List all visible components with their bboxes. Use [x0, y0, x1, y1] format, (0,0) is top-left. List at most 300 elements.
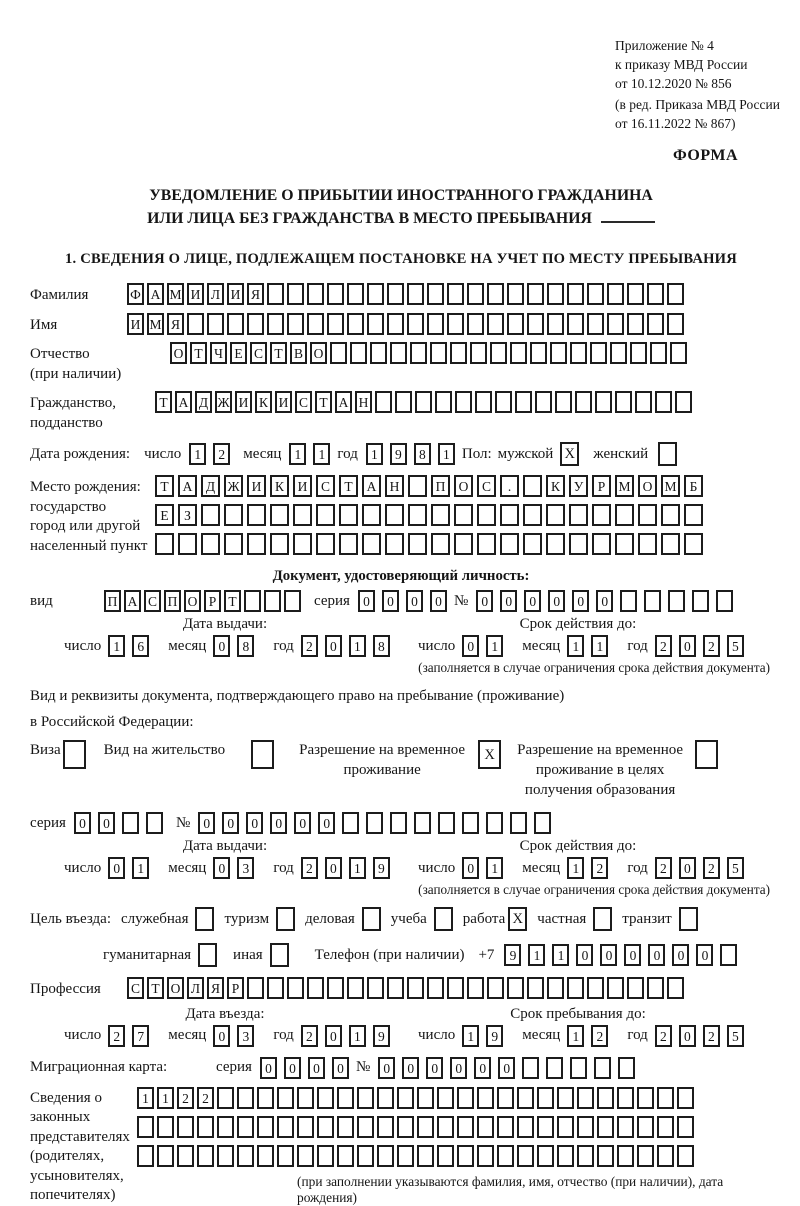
char-cell: А [335, 391, 352, 413]
char-cell: 1 [567, 1025, 584, 1047]
char-cell [257, 1116, 274, 1138]
char-cell [385, 533, 404, 555]
char-cell [367, 313, 384, 335]
char-cell [610, 342, 627, 364]
char-cell: 2 [301, 1025, 318, 1047]
entry-issue-line [64, 1025, 386, 1047]
char-cell [330, 342, 347, 364]
given-name-label: Имя [30, 316, 58, 333]
char-cell [293, 504, 312, 526]
char-cell: Л [207, 283, 224, 305]
purpose-humanitarian-checkbox [198, 943, 217, 967]
residence-valid-day-cells [462, 857, 510, 879]
char-cell [327, 977, 344, 999]
char-cell [692, 590, 709, 612]
identity-valid-day-label: число [418, 637, 456, 654]
char-cell [635, 391, 652, 413]
identity-issue-heading: Дата выдачи: [182, 616, 268, 632]
entry-issue-heading: Дата въезда: [185, 1005, 265, 1022]
char-cell [517, 1087, 534, 1109]
char-cell [667, 313, 684, 335]
char-cell [620, 590, 637, 612]
char-cell [618, 1057, 635, 1079]
char-cell: 1 [567, 857, 584, 879]
char-cell [224, 504, 243, 526]
char-cell [495, 391, 512, 413]
char-cell [362, 504, 381, 526]
identity-issue-line [64, 635, 386, 657]
char-cell: 5 [727, 857, 744, 879]
purpose-humanitarian [103, 943, 217, 967]
char-cell [500, 533, 519, 555]
char-cell: 3 [237, 857, 254, 879]
char-cell [475, 391, 492, 413]
char-cell: 0 [476, 590, 493, 612]
char-cell [630, 342, 647, 364]
char-cell: 2 [655, 635, 672, 657]
birthdate-day-cells [189, 443, 237, 465]
char-cell: 8 [414, 443, 431, 465]
char-cell: З [178, 504, 197, 526]
char-cell: А [362, 475, 381, 497]
char-cell: Д [195, 391, 212, 413]
identity-valid-month-cells [567, 635, 615, 657]
char-cell: Е [230, 342, 247, 364]
representatives-labels [30, 1087, 137, 1206]
purpose-study-label: учеба [390, 910, 427, 927]
identity-doc-kind-label: вид [30, 592, 53, 609]
char-cell: М [615, 475, 634, 497]
char-cell [487, 977, 504, 999]
char-cell [217, 1145, 234, 1167]
char-cell [407, 313, 424, 335]
char-cell [655, 391, 672, 413]
purpose-other-checkbox [270, 943, 289, 967]
char-cell [146, 812, 163, 834]
char-cell: 1 [486, 857, 503, 879]
char-cell [457, 1116, 474, 1138]
char-cell [535, 391, 552, 413]
char-cell: 0 [648, 944, 665, 966]
char-cell: 2 [703, 857, 720, 879]
char-cell [377, 1116, 394, 1138]
phone-item [315, 944, 745, 966]
char-cell [515, 391, 532, 413]
char-cell [638, 504, 657, 526]
char-cell [477, 1145, 494, 1167]
patronymic-row [30, 342, 772, 384]
char-cell [415, 391, 432, 413]
char-cell [137, 1116, 154, 1138]
char-cell [587, 977, 604, 999]
char-cell: Т [270, 342, 287, 364]
identity-doc-row [30, 590, 772, 612]
char-cell [638, 533, 657, 555]
char-cell [467, 313, 484, 335]
char-cell: 0 [378, 1057, 395, 1079]
identity-issue-day-cells [108, 635, 156, 657]
identity-issue-year-cells [301, 635, 397, 657]
char-cell [590, 342, 607, 364]
char-cell [617, 1145, 634, 1167]
char-cell: И [235, 391, 252, 413]
char-cell [454, 533, 473, 555]
char-cell [316, 533, 335, 555]
char-cell [437, 1145, 454, 1167]
char-cell: И [293, 475, 312, 497]
char-cell: И [275, 391, 292, 413]
char-cell [217, 1116, 234, 1138]
char-cell: 9 [504, 944, 521, 966]
char-cell: 2 [655, 857, 672, 879]
profession-row [30, 977, 772, 1000]
char-cell: Б [684, 475, 703, 497]
option-residence-permit-label: Вид на жительство [103, 742, 226, 758]
identity-valid-line [418, 635, 738, 657]
char-cell [277, 1087, 294, 1109]
identity-issue-col [30, 616, 386, 657]
char-cell: Н [355, 391, 372, 413]
surname-row [30, 283, 772, 306]
char-cell [546, 533, 565, 555]
char-cell [417, 1145, 434, 1167]
purpose-row-2 [30, 943, 772, 967]
char-cell: 1 [366, 443, 383, 465]
char-cell [720, 944, 737, 966]
char-cell [467, 977, 484, 999]
edition-line-1: (в ред. Приказа МВД России [615, 97, 780, 112]
char-cell [657, 1116, 674, 1138]
char-cell: 0 [294, 812, 311, 834]
char-cell: С [295, 391, 312, 413]
residence-doc-intro2: в Российской Федерации: [30, 714, 194, 730]
purpose-label: Цель въезда: [30, 910, 111, 927]
residence-valid-heading: Срок действия до: [519, 838, 637, 854]
char-cell: О [638, 475, 657, 497]
char-cell [550, 342, 567, 364]
char-cell [594, 1057, 611, 1079]
char-cell [337, 1116, 354, 1138]
option-residence-permit [104, 740, 274, 769]
char-cell: 1 [349, 1025, 366, 1047]
char-cell: 2 [108, 1025, 125, 1047]
birthdate-year-label: год [337, 445, 358, 462]
option-visa-label: Виза [30, 742, 61, 758]
purpose-official [121, 907, 215, 931]
char-cell [390, 812, 407, 834]
char-cell [595, 391, 612, 413]
char-cell [607, 283, 624, 305]
char-cell [597, 1145, 614, 1167]
char-cell: 0 [108, 857, 125, 879]
option-residence-permit-checkbox [251, 740, 274, 769]
representatives-label-line1: Сведения о [30, 1089, 102, 1106]
purpose-other-label: иная [233, 946, 263, 963]
char-cell [510, 812, 527, 834]
purpose-study-checkbox [434, 907, 453, 931]
form-label: ФОРМА [672, 147, 738, 164]
entry-valid-month-label: месяц [522, 1027, 561, 1043]
char-cell [347, 283, 364, 305]
char-cell: 0 [213, 857, 230, 879]
char-cell: 0 [358, 590, 375, 612]
identity-doc-number-label: № [453, 592, 469, 609]
char-cell [375, 391, 392, 413]
char-cell: 2 [213, 443, 230, 465]
char-cell: 0 [474, 1057, 491, 1079]
char-cell [244, 590, 261, 612]
char-cell [267, 313, 284, 335]
char-cell [677, 1087, 694, 1109]
birthdate-month-label: месяц [243, 445, 282, 462]
char-cell [357, 1145, 374, 1167]
char-cell [455, 391, 472, 413]
char-cell [627, 977, 644, 999]
purpose-tourism-label: туризм [224, 910, 270, 927]
birthplace-label-line1: Место рождения: [30, 479, 141, 495]
residence-valid-month-cells [567, 857, 615, 879]
char-cell: Е [155, 504, 174, 526]
birthplace-label-line3: город или другой [30, 518, 141, 534]
char-cell [450, 342, 467, 364]
char-cell [430, 342, 447, 364]
char-cell: С [316, 475, 335, 497]
char-cell: 1 [157, 1087, 174, 1109]
purpose-business [305, 907, 381, 931]
char-cell [437, 1116, 454, 1138]
char-cell [677, 1116, 694, 1138]
char-cell [357, 1087, 374, 1109]
char-cell [408, 504, 427, 526]
char-cell [627, 283, 644, 305]
char-cell [447, 977, 464, 999]
representatives-cells-row1 [137, 1087, 772, 1109]
surname-cells [127, 283, 687, 305]
identity-valid-heading: Срок действия до: [519, 616, 637, 632]
char-cell [357, 1116, 374, 1138]
char-cell [647, 977, 664, 999]
char-cell [570, 342, 587, 364]
char-cell [487, 313, 504, 335]
char-cell [224, 533, 243, 555]
char-cell: 9 [373, 857, 390, 879]
migration-card-series-cells [260, 1057, 356, 1079]
char-cell: 0 [672, 944, 689, 966]
char-cell [462, 812, 479, 834]
purpose-study [391, 907, 453, 931]
char-cell [247, 504, 266, 526]
surname-label: Фамилия [30, 287, 89, 303]
char-cell [417, 1087, 434, 1109]
char-cell: У [569, 475, 588, 497]
char-cell: К [255, 391, 272, 413]
form-title-line1: УВЕДОМЛЕНИЕ О ПРИБЫТИИ ИНОСТРАННОГО ГРАЖДАНИНА [149, 187, 653, 204]
char-cell [522, 1057, 539, 1079]
residence-issue-month-cells [213, 857, 261, 879]
char-cell: А [124, 590, 141, 612]
char-cell: 2 [655, 1025, 672, 1047]
char-cell [427, 313, 444, 335]
char-cell: 9 [486, 1025, 503, 1047]
migration-card-series-label: серия [216, 1059, 252, 1075]
sex-female-checkbox [658, 442, 677, 466]
char-cell [342, 812, 359, 834]
char-cell: Р [204, 590, 221, 612]
char-cell: П [431, 475, 450, 497]
char-cell [370, 342, 387, 364]
char-cell: 1 [528, 944, 545, 966]
char-cell [569, 533, 588, 555]
char-cell [237, 1145, 254, 1167]
char-cell: Н [385, 475, 404, 497]
char-cell: 0 [500, 590, 517, 612]
purpose-work-checkbox: X [508, 907, 527, 931]
char-cell [497, 1116, 514, 1138]
birthplace-cells-row2 [155, 504, 707, 526]
char-cell [350, 342, 367, 364]
representatives-label-line3: представителях [30, 1128, 130, 1145]
char-cell: 1 [438, 443, 455, 465]
purpose-work [463, 907, 528, 931]
char-cell: 1 [552, 944, 569, 966]
char-cell [157, 1116, 174, 1138]
char-cell [617, 1087, 634, 1109]
char-cell [500, 504, 519, 526]
char-cell [537, 1087, 554, 1109]
char-cell [387, 313, 404, 335]
entry-issue-month-cells [213, 1025, 261, 1047]
char-cell [237, 1087, 254, 1109]
entry-issue-year-label: год [273, 1027, 294, 1043]
char-cell [347, 313, 364, 335]
char-cell [454, 504, 473, 526]
residence-issue-heading: Дата выдачи: [182, 838, 268, 854]
profession-cells [127, 977, 687, 999]
purpose-official-label: служебная [120, 910, 189, 927]
char-cell: 0 [332, 1057, 349, 1079]
char-cell: 5 [727, 635, 744, 657]
char-cell: Т [190, 342, 207, 364]
char-cell [177, 1145, 194, 1167]
char-cell [217, 1087, 234, 1109]
char-cell [390, 342, 407, 364]
char-cell [477, 1116, 494, 1138]
char-cell: О [170, 342, 187, 364]
char-cell: 0 [98, 812, 115, 834]
form-title [30, 184, 772, 230]
profession-label: Профессия [30, 981, 101, 997]
char-cell: 8 [237, 635, 254, 657]
char-cell: Т [224, 590, 241, 612]
char-cell: О [167, 977, 184, 999]
option-temp-residence-label: Разрешение на временное проживание [299, 742, 466, 778]
char-cell: 2 [197, 1087, 214, 1109]
entry-dates [30, 1006, 772, 1047]
char-cell [517, 1145, 534, 1167]
entry-valid-line [418, 1025, 738, 1047]
residence-doc-dates [30, 838, 772, 879]
char-cell: П [164, 590, 181, 612]
char-cell: И [227, 283, 244, 305]
char-cell [227, 313, 244, 335]
appendix-line-2: к приказу МВД России [615, 57, 748, 72]
char-cell [592, 533, 611, 555]
char-cell [407, 283, 424, 305]
char-cell [317, 1087, 334, 1109]
char-cell [387, 977, 404, 999]
char-cell [367, 283, 384, 305]
char-cell [177, 1116, 194, 1138]
char-cell [327, 283, 344, 305]
purpose-row-1 [30, 907, 772, 931]
char-cell: 2 [301, 857, 318, 879]
char-cell [557, 1145, 574, 1167]
char-cell: И [187, 283, 204, 305]
residence-issue-line [64, 857, 386, 879]
purpose-tourism [224, 907, 295, 931]
char-cell [447, 313, 464, 335]
identity-doc-dates [30, 616, 772, 657]
char-cell [247, 313, 264, 335]
char-cell [587, 313, 604, 335]
representatives-cells-row2 [137, 1116, 772, 1138]
representatives-section [30, 1087, 772, 1206]
char-cell [187, 313, 204, 335]
char-cell [201, 504, 220, 526]
entry-issue-day-cells [108, 1025, 156, 1047]
identity-doc-number-cells [476, 590, 740, 612]
option-temp-residence-edu-label: Разрешение на временное проживание в целях получения образования [517, 742, 684, 798]
char-cell [615, 391, 632, 413]
char-cell [385, 504, 404, 526]
representatives-footnote: (при заполнении указываются фамилия, имя, отчество (при наличии), дата рождения) [297, 1173, 724, 1205]
char-cell [637, 1145, 654, 1167]
char-cell: П [104, 590, 121, 612]
entry-valid-month-cells [567, 1025, 615, 1047]
birthdate-day-label: число [144, 445, 182, 462]
char-cell [534, 812, 551, 834]
identity-issue-month-cells [213, 635, 261, 657]
char-cell [197, 1116, 214, 1138]
patronymic-label [30, 342, 170, 384]
representatives-label-line5: усыновителях, [30, 1167, 124, 1184]
purpose-private-checkbox [593, 907, 612, 931]
char-cell [337, 1087, 354, 1109]
char-cell: 0 [450, 1057, 467, 1079]
birthplace-label-line2: государство [30, 498, 107, 515]
purpose-humanitarian-label: гуманитарная [103, 946, 192, 963]
char-cell [337, 1145, 354, 1167]
patronymic-label-line2: (при наличии) [30, 365, 122, 382]
char-cell [297, 1116, 314, 1138]
char-cell [207, 313, 224, 335]
char-cell [155, 533, 174, 555]
char-cell: 1 [591, 635, 608, 657]
char-cell [507, 283, 524, 305]
char-cell [647, 313, 664, 335]
char-cell: Т [155, 475, 174, 497]
char-cell: 8 [373, 635, 390, 657]
char-cell [327, 313, 344, 335]
char-cell [257, 1145, 274, 1167]
char-cell: М [167, 283, 184, 305]
char-cell [317, 1145, 334, 1167]
representatives-label-line4: (родителях, [30, 1148, 105, 1164]
char-cell [486, 812, 503, 834]
char-cell [297, 1145, 314, 1167]
char-cell [287, 977, 304, 999]
birthplace-cells-row1 [155, 475, 707, 497]
